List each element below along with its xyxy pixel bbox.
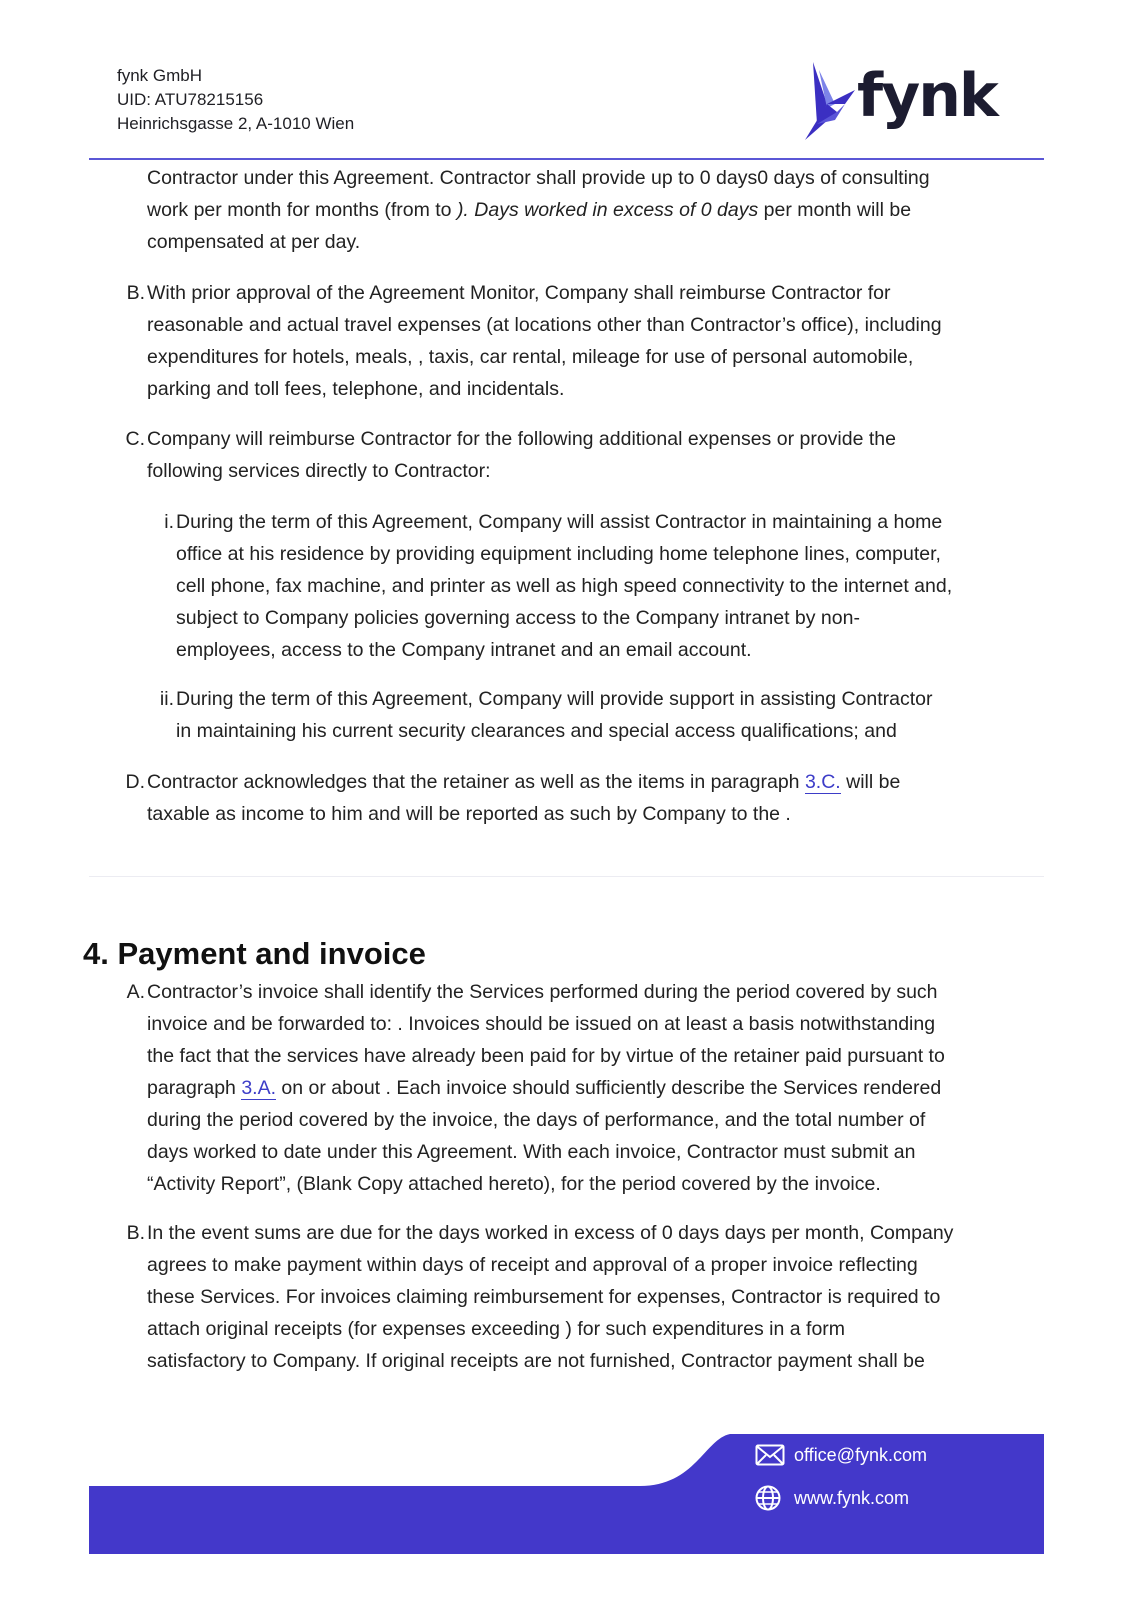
envelope-icon	[755, 1444, 785, 1466]
text-line: parking and toll fees, telephone, and incidentals.	[147, 378, 565, 400]
logo-wordmark: fynk	[857, 61, 997, 131]
text-line: employees, access to the Company intranet and an email account.	[176, 639, 752, 661]
text-line: following services directly to Contractor:	[147, 460, 491, 482]
text-line: cell phone, fax machine, and printer as well as high speed connectivity to the internet and,	[176, 575, 953, 597]
globe-icon	[755, 1485, 781, 1511]
footer-band	[0, 1434, 1131, 1564]
list-marker: D.	[125, 771, 145, 793]
text-line: Contractor acknowledges that the retainer as well as the items in paragraph 3.C. will be	[147, 771, 901, 793]
paragraph-3c-link[interactable]: 3.C.	[804, 771, 841, 793]
list-marker: A.	[126, 981, 145, 1003]
website-label: www.fynk.com	[794, 1488, 910, 1508]
footer-shape	[0, 1434, 1131, 1564]
company-name: fynk GmbH	[117, 66, 203, 85]
text-line: agrees to make payment within days of receipt and approval of a proper invoice reflecting	[147, 1254, 918, 1276]
paragraph-3a-link[interactable]: 3.A.	[241, 1077, 277, 1099]
text-line: During the term of this Agreement, Company will assist Contractor in maintaining a home	[176, 511, 943, 533]
text-line: During the term of this Agreement, Company will provide support in assisting Contractor	[176, 688, 933, 710]
sub-list-marker: i.	[164, 511, 174, 533]
header-divider	[89, 158, 1044, 160]
bird-logo-icon	[805, 60, 865, 144]
text-line: invoice and be forwarded to: . Invoices should be issued on at least a basis notwithstanding	[147, 1013, 936, 1035]
company-address: Heinrichsgasse 2, A-1010 Wien	[117, 114, 355, 133]
text-line: subject to Company policies governing access to the Company intranet by non-	[176, 607, 860, 629]
list-marker: C.	[125, 428, 145, 450]
text-line: “Activity Report”, (Blank Copy attached hereto), for the period covered by the invoice.	[147, 1173, 881, 1195]
text-line: attach original receipts (for expenses exceeding ) for such expenditures in a form	[147, 1318, 846, 1340]
sub-list-marker: ii.	[159, 688, 174, 710]
company-info	[117, 64, 354, 136]
text-line: the fact that the services have already been paid for by virtue of the retainer paid pursuant to	[147, 1045, 945, 1067]
list-marker: B.	[126, 282, 145, 304]
text-line: Contractor’s invoice shall identify the Services performed during the period covered by such	[147, 981, 938, 1003]
section-title: 4. Payment and invoice	[83, 936, 426, 971]
text-line: during the period covered by the invoice, the days of performance, and the total number of	[147, 1109, 926, 1131]
text-line: in maintaining his current security clearances and special access qualifications; and	[176, 720, 897, 742]
email-label: office@fynk.com	[794, 1445, 927, 1465]
section-divider	[89, 876, 1044, 877]
text-line: compensated at per day.	[147, 231, 361, 253]
text-line: these Services. For invoices claiming reimbursement for expenses, Contractor is required to	[147, 1286, 941, 1308]
text-line: expenditures for hotels, meals, , taxis, car rental, mileage for use of personal automobile,	[147, 346, 914, 368]
text-line: days worked to date under this Agreement. With each invoice, Contractor must submit an	[147, 1141, 916, 1163]
fynk-logo	[805, 60, 1005, 144]
text-line: paragraph 3.A. on or about . Each invoice should sufficiently describe the Services rendered	[147, 1077, 942, 1099]
company-uid: UID: ATU78215156	[117, 90, 264, 109]
text-line: In the event sums are due for the days worked in excess of 0 days days per month, Company	[147, 1222, 954, 1244]
text-line: Company will reimburse Contractor for the following additional expenses or provide the	[147, 428, 896, 450]
text-line: With prior approval of the Agreement Monitor, Company shall reimburse Contractor for	[147, 282, 891, 304]
text-line: office at his residence by providing equipment including home telephone lines, computer,	[176, 543, 941, 565]
text-line: work per month for months (from to ). Days worked in excess of 0 days per month will be	[147, 199, 912, 221]
list-marker: B.	[126, 1222, 145, 1244]
text-line: reasonable and actual travel expenses (at locations other than Contractor’s office), including	[147, 314, 942, 336]
text-line: Contractor under this Agreement. Contractor shall provide up to 0 days0 days of consulting	[147, 167, 930, 189]
text-line: satisfactory to Company. If original receipts are not furnished, Contractor payment shall be	[147, 1350, 925, 1372]
text-line: taxable as income to him and will be reported as such by Company to the .	[147, 803, 791, 825]
